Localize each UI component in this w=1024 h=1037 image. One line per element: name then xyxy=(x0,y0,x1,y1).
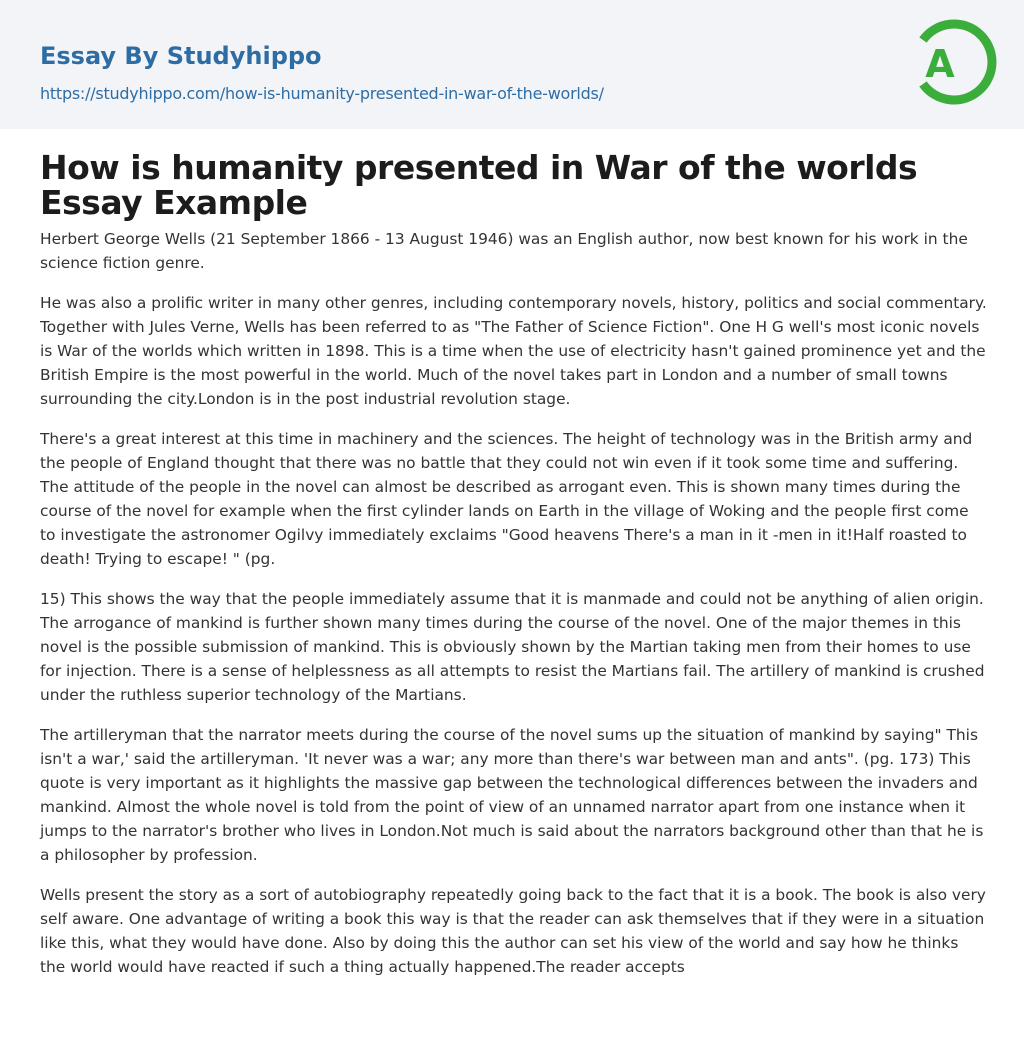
logo-letter: A xyxy=(925,42,955,86)
essay-title: How is humanity presented in War of the worlds Essay Example xyxy=(40,148,918,222)
essay-paragraph: Herbert George Wells (21 September 1866 - 13 August 1946) was an English author, now best known for his work in the science fiction genre. xyxy=(40,230,968,272)
site-title[interactable]: Essay By Studyhippo xyxy=(40,42,322,70)
essay-url-link[interactable]: https://studyhippo.com/how-is-humanity-presented-in-war-of-the-worlds/ xyxy=(40,84,604,103)
essay-paragraph: The artilleryman that the narrator meets during the course of the novel sums up the situation of mankind by saying" This isn't a war,' said the artilleryman. 'It never was a war; any more than there's war between man and ants". (pg. 173) This quote is very important as it highlights the massive gap between the technological differences between the invaders and mankind. Almost the whole novel is told from the point of view of an unnamed narrator apart from one instance when it jumps to the narrator's brother who lives in London.Not much is said about the narrators background other than that he is a philosopher by profession. xyxy=(40,726,984,864)
essay-paragraph: There's a great interest at this time in machinery and the sciences. The height of technology was in the British army and the people of England thought that there was no battle that they could not win even if it took some time and suffering. The attitude of the people in the novel can almost be described as arrogant even. This is shown many times during the course of the novel for example when the first cylinder lands on Earth in the village of Woking and the people first come to investigate the astronomer Ogilvy immediately exclaims "Good heavens There's a man in it -men in it!Half roasted to death! Trying to escape! " (pg. xyxy=(40,430,973,568)
site-header xyxy=(0,0,1024,129)
essay-content xyxy=(40,150,988,979)
essay-paragraph: He was also a prolific writer in many other genres, including contemporary novels, history, politics and social commentary. Together with Jules Verne, Wells has been referred to as "The Father of Science Fiction". One H G well's most iconic novels is War of the worlds which written in 1898. This is a time when the use of electricity hasn't gained prominence yet and the British Empire is the most powerful in the world. Much of the novel takes part in London and a number of small towns surrounding the city.London is in the post industrial revolution stage. xyxy=(40,294,987,408)
logo-icon xyxy=(901,14,997,110)
essay-paragraph: Wells present the story as a sort of autobiography repeatedly going back to the fact that it is a book. The book is also very self aware. One advantage of writing a book this way is that the reader can ask themselves that if they were in a situation like this, what they would have done. Also by doing this the author can set his view of the world and say how he thinks the world would have reacted if such a thing actually happened.The reader accepts xyxy=(40,886,986,976)
essay-paragraph: 15) This shows the way that the people immediately assume that it is manmade and could not be anything of alien origin. The arrogance of mankind is further shown many times during the course of the novel. One of the major themes in this novel is the possible submission of mankind. This is obviously shown by the Martian taking men from their homes to use for injection. There is a sense of helplessness as all attempts to resist the Martians fail. The artillery of mankind is crushed under the ruthless superior technology of the Martians. xyxy=(40,590,985,704)
studyhippo-logo[interactable] xyxy=(901,14,997,110)
